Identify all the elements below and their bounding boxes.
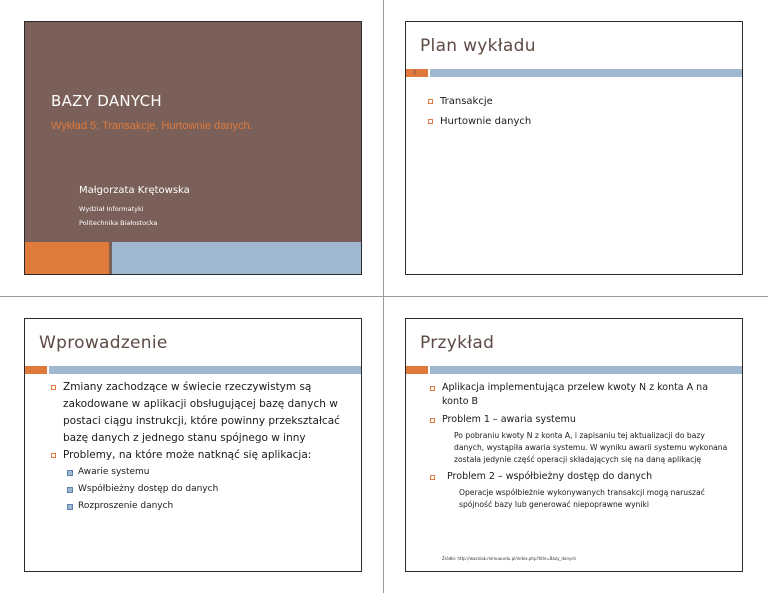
sub-bullet-item: Awarie systemu: [67, 464, 347, 481]
title-bar-accent: [406, 69, 428, 77]
course-title: BAZY DANYCH: [51, 92, 162, 110]
sub-bullet-item: Współbieżny dostęp do danych: [67, 481, 347, 498]
title-bar-accent: [406, 366, 428, 374]
bullet-item: Aplikacja implementująca przelew kwoty N z konta A na konto B: [430, 381, 736, 409]
title-slide: [24, 21, 362, 275]
title-bar: [49, 366, 361, 374]
bullet-item: [51, 447, 347, 515]
sub-bullet-item: Rozproszenie danych: [67, 498, 347, 515]
faculty-name: Wydział Informatyki: [79, 205, 144, 213]
bullet-item: [430, 470, 736, 511]
bullet-text: Problemy, na które może natknąć się aplikacja:: [63, 449, 312, 461]
page-divider-horizontal: [0, 296, 768, 297]
footer-accent-blue: [112, 242, 361, 274]
agenda-slide: [405, 21, 743, 275]
university-name: Politechnika Białostocka: [79, 219, 158, 227]
bullet-detail: Operacje współbieżnie wykonywanych transakcji mogą naruszać spójność bazy lub generować niepoprawne wyniki: [459, 488, 705, 509]
example-slide: [405, 318, 743, 572]
bullet-item: [430, 413, 736, 466]
slide-title: Plan wykładu: [420, 36, 536, 56]
title-bar: [430, 366, 742, 374]
slide-title: Przykład: [420, 333, 495, 353]
bullet-text: Problem 1 – awaria systemu: [442, 414, 576, 425]
title-bar-accent: [25, 366, 47, 374]
bullet-text: Problem 2 – współbieżny dostęp do danych: [447, 471, 653, 482]
footer-accent-orange: [25, 242, 109, 274]
lecture-subtitle: Wykład 5: Transakcje. Hurtownie danych.: [51, 120, 253, 132]
bullet-item: Transakcje: [428, 92, 531, 112]
bullet-list: [51, 379, 347, 515]
bullet-item: Hurtownie danych: [428, 112, 531, 132]
title-bar: [430, 69, 742, 77]
sub-bullet-list: [63, 464, 347, 515]
author-name: Małgorzata Krętowska: [79, 185, 190, 196]
bullet-detail: Po pobraniu kwoty N z konta A, i zapisaniu tej aktualizacji do bazy danych, wystąpiła awaria systemu. W wyniku awarii systemu wykonana została jedynie część operacji składających się na daną aplikację: [454, 431, 728, 464]
source-citation: Źródło: http://wazniak.mimuw.edu.pl/index.php?title=Bazy_danych: [442, 556, 577, 561]
bullet-item: Zmiany zachodzące w świecie rzeczywistym są zakodowane w aplikacji obsługującej bazę danych w postaci ciągu instrukcji, które powinny przekształcać bazę danych z jednego stanu spójnego w inny: [51, 379, 347, 447]
slide-number: 2: [413, 70, 417, 76]
bullet-list: [428, 92, 531, 132]
introduction-slide: [24, 318, 362, 572]
slide-title: Wprowadzenie: [39, 333, 168, 353]
bullet-list: [430, 381, 736, 511]
